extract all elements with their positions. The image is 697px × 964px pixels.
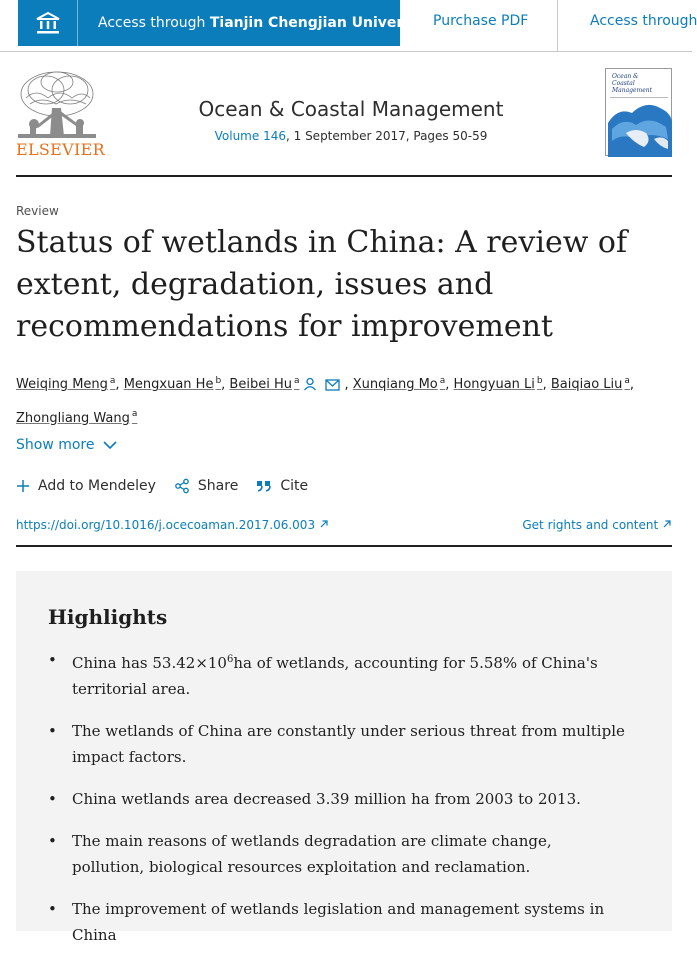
divider <box>557 0 558 52</box>
author-link[interactable]: Xunqiang Mo $^a$ <box>352 376 446 393</box>
external-arrow-icon <box>319 519 329 529</box>
cover-title: Ocean & Coastal Management <box>612 73 653 94</box>
highlights-heading: Highlights <box>48 605 168 629</box>
highlight-item: • China has $53.42\times 10^6ha$ of wetlands, accounting for 5.58% of China's territorial area. <box>48 647 628 702</box>
highlight-item: • China wetlands area decreased 3.39 million ha from 2003 to 2013. <box>48 786 628 812</box>
article-actions <box>16 478 326 494</box>
header-rule <box>16 175 672 177</box>
quote-icon <box>256 479 272 493</box>
highlights-box <box>16 571 672 944</box>
institution-access-label: Access through Tianjin Chengjian Univers... <box>98 15 428 31</box>
author-link[interactable]: Hongyuan Li $^b$ <box>453 376 543 393</box>
bank-icon <box>18 0 78 46</box>
person-icon[interactable] <box>303 375 317 401</box>
author-link[interactable]: Zhongliang Wang $^a$ <box>16 409 138 426</box>
meta-rule <box>16 545 672 547</box>
journal-title-link[interactable]: Ocean & Coastal Management <box>198 97 504 121</box>
highlight-item: • The main reasons of wetlands degradation are climate change, pollution, biological resources exploitation and reclamation. <box>48 828 628 880</box>
show-more-button[interactable]: Show more <box>16 437 117 453</box>
author-link[interactable]: Weiqing Meng $^a$ <box>16 376 116 393</box>
highlights-list <box>48 647 628 964</box>
journal-cover-image[interactable] <box>605 68 672 156</box>
share-button[interactable]: Share <box>174 478 238 494</box>
article-title: Status of wetlands in China: A review of extent, degradation, issues and recommendations for improvement <box>16 225 628 344</box>
author-link[interactable]: Baiqiao Liu $^a$ <box>550 376 630 393</box>
highlight-item: • The wetlands of China are constantly under serious threat from multiple impact factors. <box>48 718 628 770</box>
rights-link[interactable]: Get rights and content <box>522 518 672 532</box>
top-access-bar <box>0 0 697 52</box>
volume-link[interactable]: Volume 146 <box>214 129 286 143</box>
institution-access-button[interactable] <box>18 0 428 46</box>
envelope-icon[interactable] <box>325 375 340 401</box>
plus-icon <box>16 479 30 493</box>
cite-button[interactable]: Cite <box>256 478 308 494</box>
share-icon <box>174 478 190 494</box>
doi-link[interactable]: https://doi.org/10.1016/j.ocecoaman.2017.06.003 <box>16 518 329 532</box>
purchase-pdf-link[interactable]: Purchase PDF <box>433 13 529 29</box>
publisher-name: ELSEVIER <box>16 140 105 159</box>
chevron-down-icon <box>103 441 117 450</box>
external-arrow-icon <box>662 519 672 529</box>
highlight-item: • The improvement of wetlands legislation and management systems in China <box>48 896 628 948</box>
author-list: Weiqing Meng $^a$, Mengxuan He $^b$, Beibei Hu $^a$ , Xunqiang Mo $^a$, Hongyuan Li $^b$, Baiqiao Liu $^a$, Zhongliang Wang $^a$ <box>16 376 635 426</box>
author-link[interactable]: Mengxuan He $^b$ <box>123 376 222 393</box>
journal-meta: Volume 146, 1 September 2017, Pages 50-59 <box>214 129 488 143</box>
author-link[interactable]: Beibei Hu $^a$ <box>229 376 300 393</box>
other-access-link[interactable]: Access through <box>590 13 697 29</box>
article-type-label: Review <box>16 204 59 218</box>
add-to-mendeley-button[interactable]: Add to Mendeley <box>16 478 156 494</box>
